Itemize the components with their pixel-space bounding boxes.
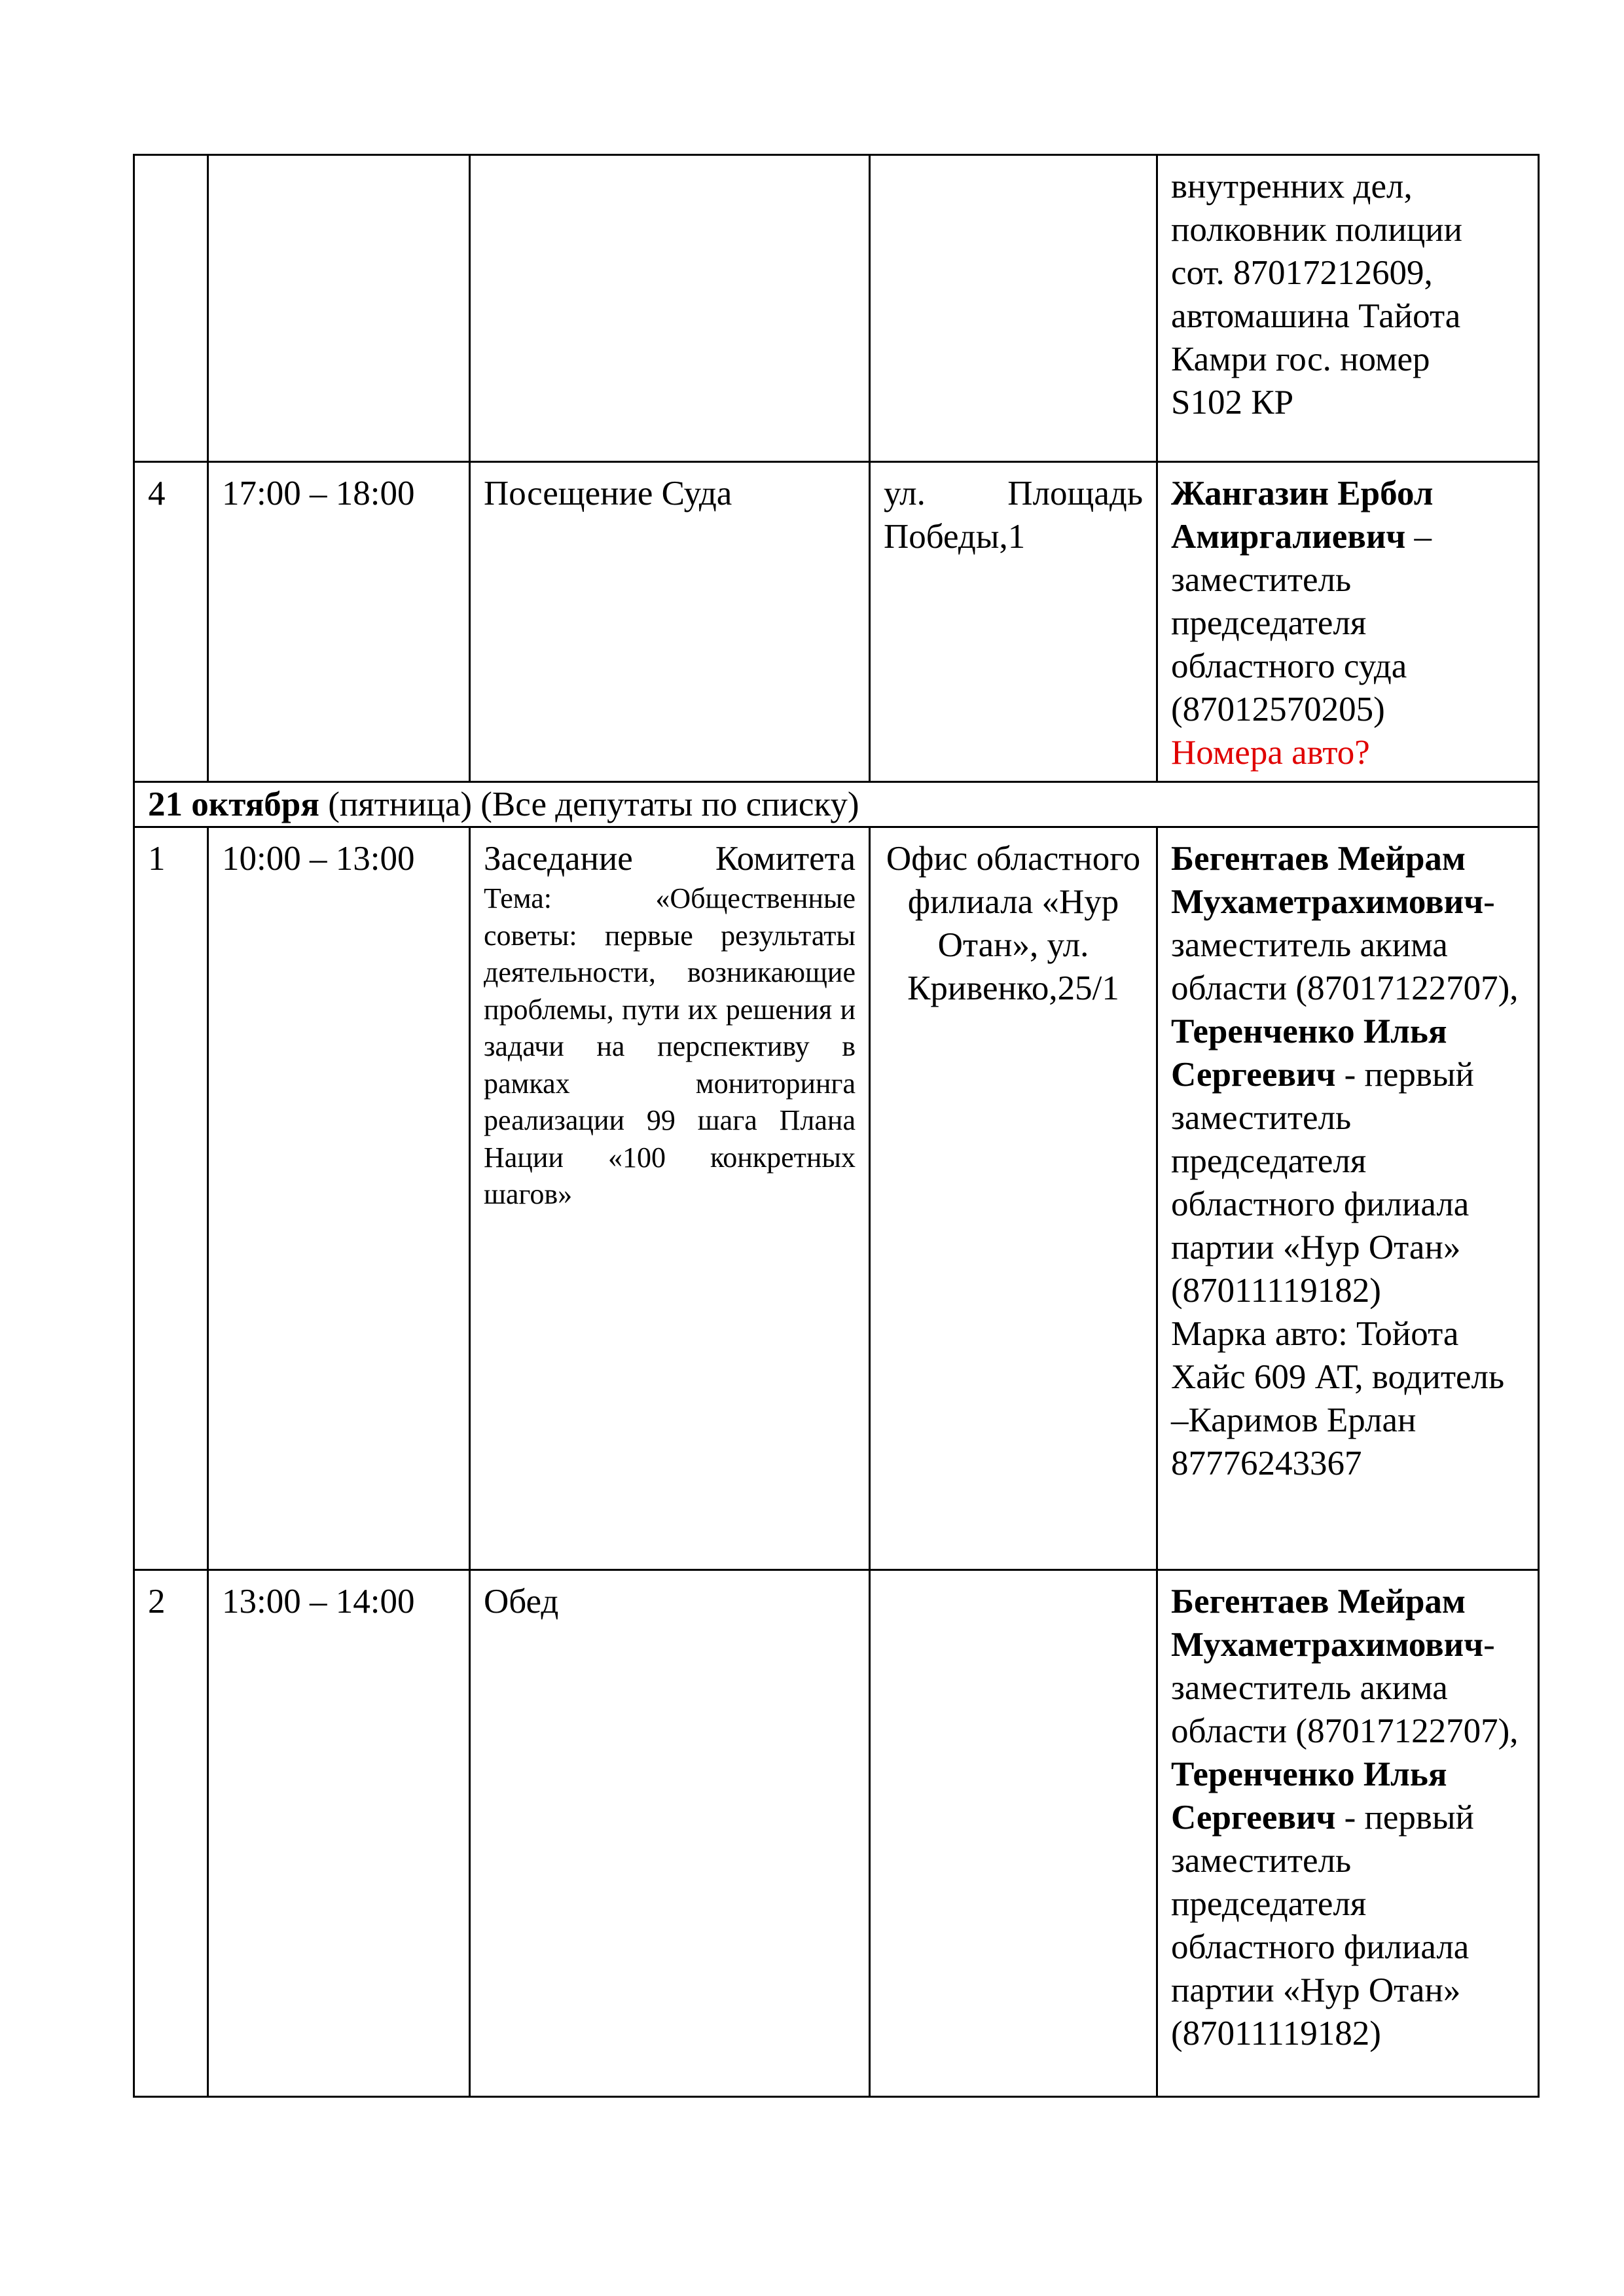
cell-contact: [1157, 462, 1539, 782]
cell-time: 17:00 – 18:00: [208, 462, 470, 782]
contact-note: Номера авто?: [1171, 734, 1370, 772]
place-line: Победы,1: [884, 518, 1026, 556]
event-title: Заседание Комитета: [484, 840, 856, 878]
cell-num: 1: [134, 827, 208, 1570]
table-row: [134, 827, 1539, 1570]
contact-name: Бегентаев Мейрам Мухаметрахимович: [1171, 840, 1484, 921]
contact-details: – заместитель председателя областного суда (87012570205): [1171, 518, 1432, 728]
contact-line: S102 КР: [1171, 384, 1294, 422]
cell-event: [470, 827, 870, 1570]
cell-time: 10:00 – 13:00: [208, 827, 470, 1570]
cell-time: [208, 155, 470, 462]
place-line: ул. Площадь: [884, 475, 1143, 512]
contact-line: сот. 87017212609,: [1171, 254, 1433, 292]
cell-num: 2: [134, 1570, 208, 2097]
cell-event: Посещение Суда: [470, 462, 870, 782]
contact-line: внутренних дел,: [1171, 168, 1413, 206]
cell-contact: [1157, 155, 1539, 462]
contact-details: -заместитель акима области (87017122707),: [1171, 883, 1519, 1007]
cell-place: [870, 155, 1157, 462]
schedule-table: [133, 154, 1540, 2098]
contact-details: - первый заместитель председателя областного филиала партии «Нур Отан» (87011119182): [1171, 1056, 1474, 1310]
day-header-row: [134, 782, 1539, 827]
day-details: (пятница) (Все депутаты по списку): [319, 785, 859, 823]
contact-line: полковник полиции: [1171, 211, 1462, 249]
contact-line: Камри гос. номер: [1171, 340, 1430, 378]
contact-details: - первый заместитель председателя областного филиала партии «Нур Отан» (87011119182): [1171, 1799, 1474, 2053]
contact-line: автомашина Тайота: [1171, 297, 1461, 335]
cell-num: 4: [134, 462, 208, 782]
table-row: [134, 462, 1539, 782]
day-date: 21 октября: [148, 785, 319, 823]
cell-num: [134, 155, 208, 462]
car-info: Марка авто: Тойота Хайс 609 АТ, водитель –Каримов Ерлан 87776243367: [1171, 1315, 1505, 1482]
event-topic: Тема: «Общественные советы: первые результаты деятельности, возникающие проблемы, пути их решения и задачи на перспективу в рамках мониторинга реализации 99 шага Плана Нации «100 конкретных шагов»: [484, 882, 856, 1210]
cell-event: [470, 155, 870, 462]
cell-place: [870, 1570, 1157, 2097]
contact-name: Жангазин Ербол Амиргалиевич: [1171, 475, 1434, 556]
table-row: [134, 155, 1539, 462]
cell-contact: [1157, 1570, 1539, 2097]
contact-details: -заместитель акима области (87017122707),: [1171, 1626, 1519, 1750]
cell-day-header: [134, 782, 1539, 827]
cell-time: 13:00 – 14:00: [208, 1570, 470, 2097]
cell-place: [870, 462, 1157, 782]
cell-contact: [1157, 827, 1539, 1570]
contact-name: Теренченко Илья Сергеевич: [1171, 1755, 1447, 1837]
cell-place: Офис областного филиала «Нур Отан», ул. Кривенко,25/1: [870, 827, 1157, 1570]
contact-name: Теренченко Илья Сергеевич: [1171, 1013, 1447, 1094]
contact-name: Бегентаев Мейрам Мухаметрахимович: [1171, 1583, 1484, 1664]
cell-event: Обед: [470, 1570, 870, 2097]
table-row: [134, 1570, 1539, 2097]
